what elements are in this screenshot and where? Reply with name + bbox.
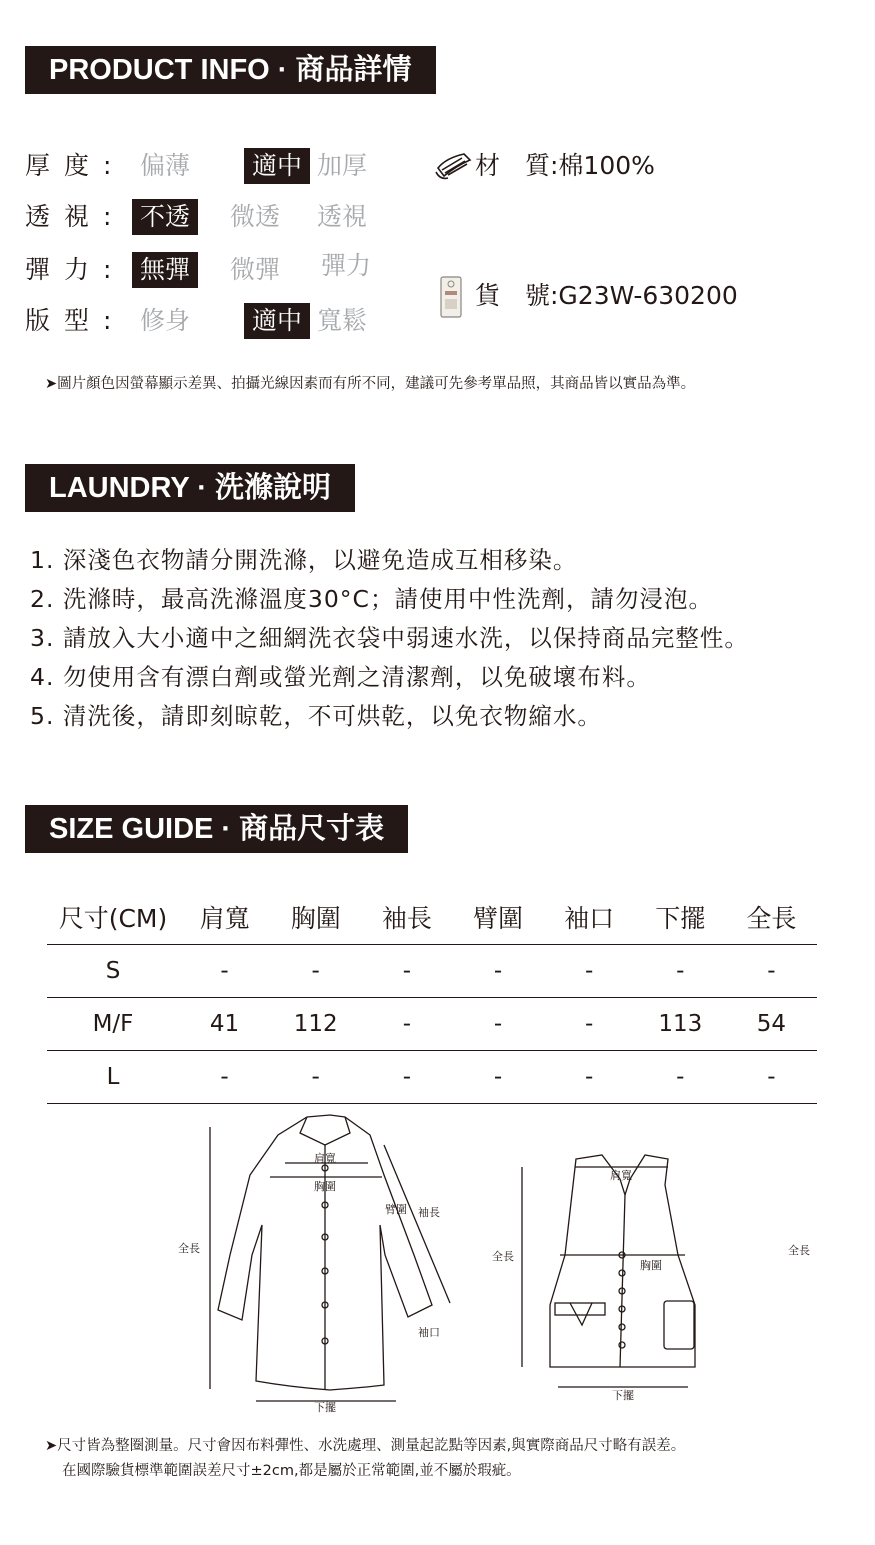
table-row (47, 1051, 817, 1104)
table-cell: - (452, 1051, 543, 1104)
vest-chest-label: 胸圍 (640, 1259, 662, 1272)
attr-label: 透視: (25, 202, 126, 231)
length-label: 全長 (178, 1242, 200, 1255)
diagram-labels (178, 1151, 810, 1414)
table-cell: - (635, 1051, 726, 1104)
size-table-header (47, 890, 817, 945)
vest-pocket-left (555, 1303, 605, 1315)
column-header: 袖口 (544, 890, 635, 945)
laundry-item: 2. 洗滌時，最高洗滌溫度30°C；請使用中性洗劑，請勿浸泡。 (30, 585, 713, 613)
vest-length-label: 全長 (492, 1250, 514, 1263)
laundry-item: 5. 清洗後，請即刻晾乾，不可烘乾，以免衣物縮水。 (30, 702, 602, 730)
table-cell: 54 (726, 998, 817, 1051)
product-note: ➤圖片顏色因螢幕顯示差異、拍攝光線因素而有所不同，建議可先參考單品照，其商品皆以實品為準。 (45, 376, 696, 392)
table-cell: - (635, 945, 726, 998)
table-cell: 41 (179, 998, 270, 1051)
table-cell: L (47, 1051, 179, 1104)
table-cell: - (270, 1051, 361, 1104)
vest-pocket-right (664, 1301, 694, 1349)
attr-option: 微彈 (230, 255, 281, 284)
attr-option-selected: 適中 (244, 303, 310, 339)
attr-row-thickness (25, 148, 405, 184)
size-note-line2: 在國際驗貨標準範圍誤差尺寸±2cm,都是屬於正常範圍,並不屬於瑕疵。 (62, 1463, 521, 1479)
table-cell: - (544, 998, 635, 1051)
size-guide-banner: SIZE GUIDE · 商品尺寸表 (25, 805, 408, 853)
column-header: 臂圍 (452, 890, 543, 945)
column-header: 肩寬 (179, 890, 270, 945)
shirt-collar (300, 1117, 350, 1145)
table-cell: - (361, 998, 452, 1051)
table-cell: S (47, 945, 179, 998)
vest-hem-label: 下擺 (612, 1389, 634, 1402)
vest-length-label-right: 全長 (788, 1244, 810, 1257)
attr-option: 偏薄 (140, 151, 191, 180)
item-number-text: 貨 號:G23W-630200 (475, 281, 738, 310)
attr-option-selected: 不透 (132, 199, 198, 235)
table-cell: - (361, 945, 452, 998)
laundry-item: 1. 深淺色衣物請分開洗滌，以避免造成互相移染。 (30, 546, 578, 574)
arm-label: 臂圍 (385, 1203, 407, 1216)
thread-spool-icon (434, 150, 474, 184)
attr-option: 寬鬆 (317, 306, 368, 335)
column-header: 下擺 (635, 890, 726, 945)
measurement-diagram (170, 1105, 830, 1420)
attr-label: 厚度: (25, 151, 126, 180)
table-row (47, 998, 817, 1051)
attr-option: 彈力 (321, 251, 372, 280)
attr-option-selected: 無彈 (132, 252, 198, 288)
table-cell: 112 (270, 998, 361, 1051)
table-cell: - (270, 945, 361, 998)
attr-label: 彈力: (25, 255, 126, 284)
column-header: 袖長 (361, 890, 452, 945)
vest-shoulder-label: 肩寬 (610, 1169, 632, 1182)
attr-option: 修身 (140, 306, 191, 335)
attr-option-selected: 適中 (244, 148, 310, 184)
column-header: 全長 (726, 890, 817, 945)
laundry-item: 3. 請放入大小適中之細網洗衣袋中弱速水洗，以保持商品完整性。 (30, 624, 749, 652)
hem-label: 下擺 (314, 1401, 336, 1414)
attr-label: 版型: (25, 306, 126, 335)
column-header: 尺寸(CM) (47, 890, 179, 945)
tag-icon (438, 275, 466, 321)
table-cell: - (179, 945, 270, 998)
table-cell: - (544, 1051, 635, 1104)
size-note-line1: ➤尺寸皆為整圈測量。尺寸會因布料彈性、水洗處理、測量起訖點等因素,與實際商品尺寸略有誤差。 (45, 1438, 686, 1454)
table-cell: - (726, 1051, 817, 1104)
table-row (47, 945, 817, 998)
table-cell: M/F (47, 998, 179, 1051)
attr-option: 微透 (230, 202, 281, 231)
table-cell: - (452, 998, 543, 1051)
cuff-label: 袖口 (418, 1326, 440, 1339)
table-cell: - (726, 945, 817, 998)
attr-row-transparency (25, 199, 405, 235)
table-cell: - (452, 945, 543, 998)
material-text: 材 質:棉100% (475, 151, 655, 180)
attr-option: 加厚 (317, 151, 368, 180)
size-table (47, 890, 817, 1104)
shoulder-label: 肩寬 (314, 1152, 336, 1165)
attr-row-fit (25, 303, 405, 339)
column-header: 胸圍 (270, 890, 361, 945)
sleeve-label: 袖長 (418, 1206, 440, 1219)
attr-option: 透視 (317, 202, 368, 231)
attr-row-elasticity (25, 252, 405, 288)
chest-label: 胸圍 (314, 1180, 336, 1193)
table-cell: - (544, 945, 635, 998)
table-cell: 113 (635, 998, 726, 1051)
table-cell: - (179, 1051, 270, 1104)
product-info-banner: PRODUCT INFO · 商品詳情 (25, 46, 436, 94)
laundry-item: 4. 勿使用含有漂白劑或螢光劑之清潔劑，以免破壞布料。 (30, 663, 651, 691)
table-cell: - (361, 1051, 452, 1104)
laundry-banner: LAUNDRY · 洗滌說明 (25, 464, 355, 512)
